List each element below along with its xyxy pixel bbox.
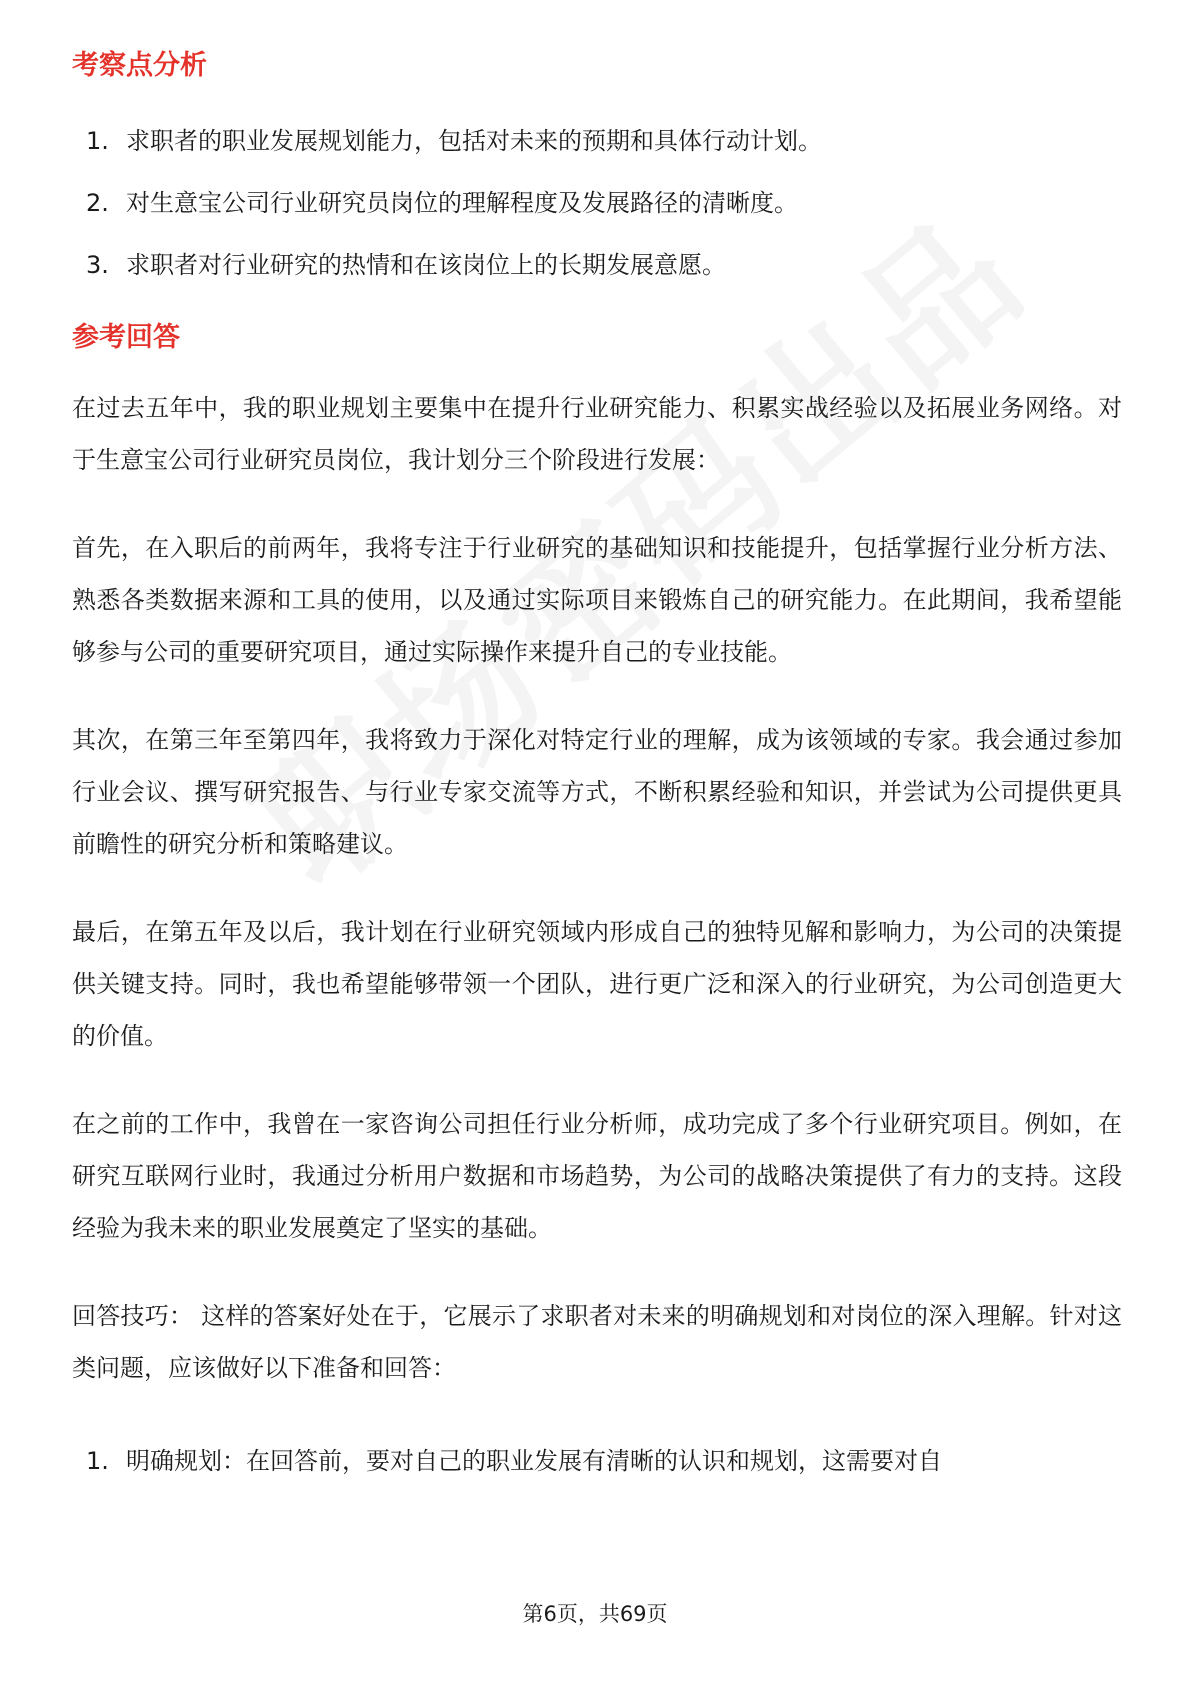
answer-paragraph-first: 首先，在入职后的前两年，我将专注于行业研究的基础知识和技能提升，包括掌握行业分析方法、熟悉各类数据来源和工具的使用，以及通过实际项目来锻炼自己的研究能力。在此期间，我希望能够参与公司的重要研究项目，通过实际操作来提升自己的专业技能。	[72, 534, 1122, 666]
list-item-number: 2.	[86, 189, 109, 217]
answer-paragraph-tips: 回答技巧： 这样的答案好处在于，它展示了求职者对未来的明确规划和对岗位的深入理解。针对这类问题，应该做好以下准备和回答：	[72, 1302, 1122, 1382]
list-item-text: 对生意宝公司行业研究员岗位的理解程度及发展路径的清晰度。	[126, 189, 798, 217]
list-item-text: 求职者的职业发展规划能力，包括对未来的预期和具体行动计划。	[126, 127, 822, 155]
list-item	[72, 234, 1122, 296]
list-item-number: 3.	[86, 251, 109, 279]
tips-list	[72, 1430, 1122, 1492]
list-item	[72, 110, 1122, 172]
page-content	[72, 46, 1122, 1492]
page-number: 第6页，共69页	[522, 1602, 668, 1626]
list-item-number: 1.	[86, 127, 109, 155]
answer-paragraph-experience: 在之前的工作中，我曾在一家咨询公司担任行业分析师，成功完成了多个行业研究项目。例如，在研究互联网行业时，我通过分析用户数据和市场趋势，为公司的战略决策提供了有力的支持。这段经验为我未来的职业发展奠定了坚实的基础。	[72, 1110, 1122, 1242]
answer-paragraph-second: 其次，在第三年至第四年，我将致力于深化对特定行业的理解，成为该领域的专家。我会通过参加行业会议、撰写研究报告、与行业专家交流等方式，不断积累经验和知识，并尝试为公司提供更具前瞻性的研究分析和策略建议。	[72, 726, 1122, 858]
list-item-number: 1.	[86, 1447, 109, 1475]
list-item-text: 求职者对行业研究的热情和在该岗位上的长期发展意愿。	[126, 251, 726, 279]
list-item	[72, 172, 1122, 234]
list-item-text: 明确规划：在回答前，要对自己的职业发展有清晰的认识和规划，这需要对自	[126, 1447, 942, 1475]
answer-paragraph-last: 最后，在第五年及以后，我计划在行业研究领域内形成自己的独特见解和影响力，为公司的决策提供关键支持。同时，我也希望能够带领一个团队，进行更广泛和深入的行业研究，为公司创造更大的价值。	[72, 918, 1122, 1050]
answer-paragraph-intro: 在过去五年中，我的职业规划主要集中在提升行业研究能力、积累实战经验以及拓展业务网络。对于生意宝公司行业研究员岗位，我计划分三个阶段进行发展：	[72, 394, 1122, 474]
section-title-answer: 参考回答	[72, 322, 180, 353]
section-title-analysis: 考察点分析	[72, 50, 207, 81]
analysis-list	[72, 110, 1122, 296]
list-item	[72, 1430, 1122, 1492]
